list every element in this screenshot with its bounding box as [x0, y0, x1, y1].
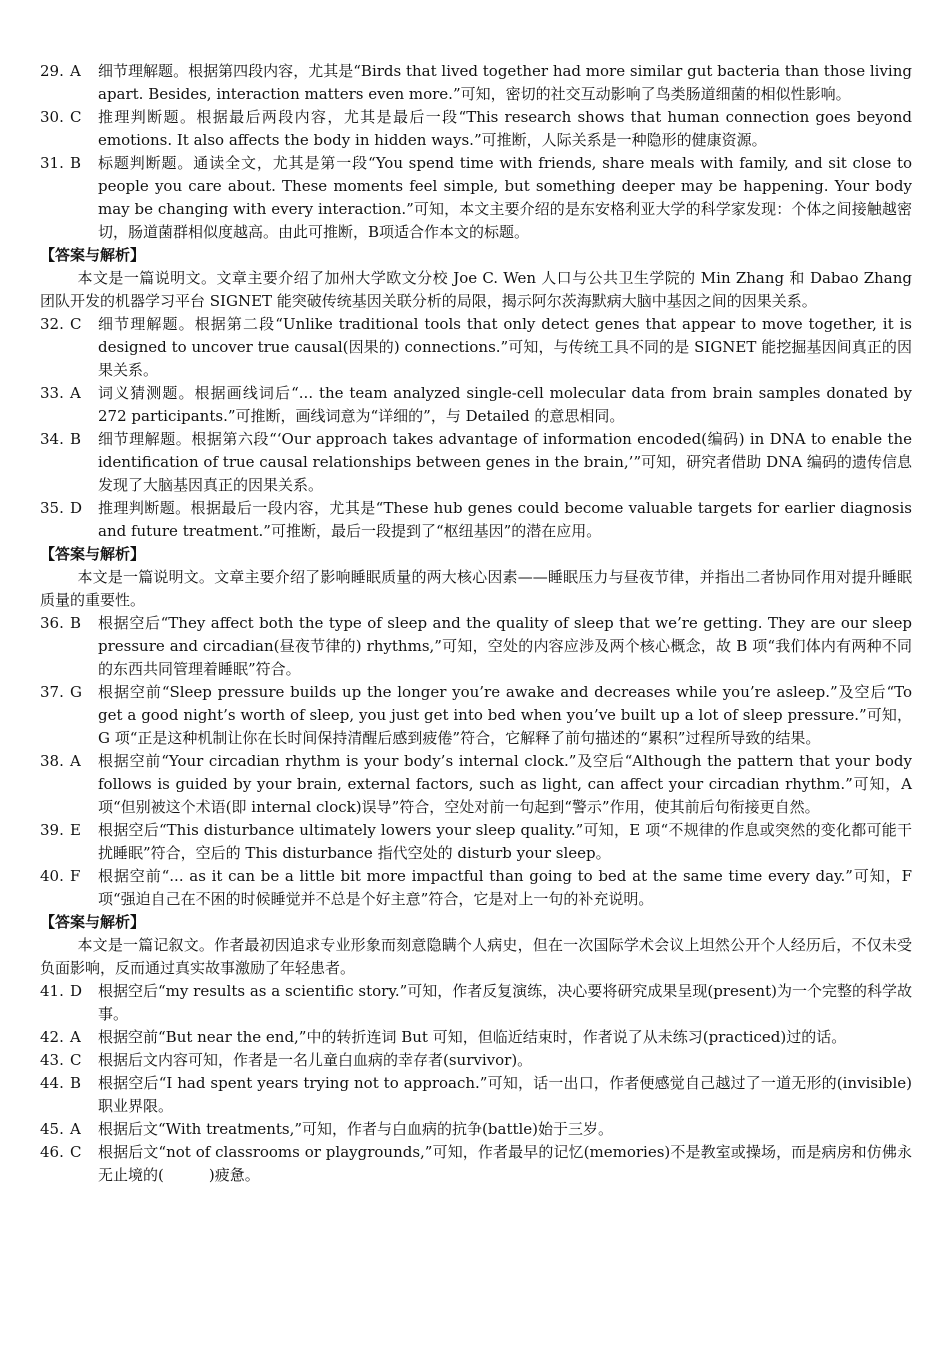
item-explanation: 细节理解题。根据第六段“‘Our approach takes advantage of information encoded(编码) in DNA to enable the identification of true causal relationships between genes in the brain,’”可知，研究者借助 DNA 编码的遗传信息发现了大脑基因真正的因果关系。 [98, 430, 912, 494]
item-number: 41. [40, 982, 64, 1000]
item-number: 37. [40, 683, 64, 701]
item-answer: E [70, 821, 81, 839]
item-46 [40, 1141, 912, 1187]
item-45 [40, 1118, 912, 1141]
item-44 [40, 1072, 912, 1118]
item-number: 32. [40, 315, 64, 333]
section-heading: 【答案与解析】 [40, 913, 146, 931]
item-number: 42. [40, 1028, 64, 1046]
item-number: 38. [40, 752, 64, 770]
item-explanation: 根据后文“not of classrooms or playgrounds,”可知，作者最早的记忆(memories)不是教室或操场，而是病房和仿佛永无止境的( )疲惫。 [98, 1143, 912, 1184]
item-number: 35. [40, 499, 64, 517]
item-answer: G [70, 683, 82, 701]
item-number: 36. [40, 614, 64, 632]
item-39 [40, 819, 912, 865]
item-answer: C [70, 108, 82, 126]
item-number: 33. [40, 384, 64, 402]
item-explanation: 根据空前“Sleep pressure builds up the longer you’re awake and decreases while you’re asleep.”及空后“To get a good night’s worth of sleep, you just get into bed when you’ve built up a lot of sleep pressure.”可知，G 项“正是这种机制让你在长时间保持清醒后感到疲倦”符合，它解释了前句描述的“累积”过程所导致的结果。 [98, 683, 912, 747]
item-41 [40, 980, 912, 1026]
item-explanation: 根据空后“They affect both the type of sleep and the quality of sleep that we’re getting. They are our sleep pressure and circadian(昼夜节律的) rhythms,”可知，空处的内容应涉及两个核心概念，故 B 项“我们体内有两种不同的东西共同管理着睡眠”符合。 [98, 614, 912, 678]
item-answer: A [70, 1120, 81, 1138]
section-heading: 【答案与解析】 [40, 545, 146, 563]
item-40 [40, 865, 912, 911]
item-36 [40, 612, 912, 681]
item-number: 40. [40, 867, 64, 885]
item-explanation: 根据后文“With treatments,”可知，作者与白血病的抗争(battle)始于三岁。 [98, 1120, 614, 1138]
item-explanation: 根据空前“Your circadian rhythm is your body’s internal clock.”及空后“Although the pattern that your body follows is guided by your brain, external factors, such as light, can affect your circadian rhythm.”可知，A 项“但别被这个术语(即 internal clock)误导”符合，空处对前一句起到“警示”作用，使其前后句衔接更自然。 [98, 752, 912, 816]
item-number: 30. [40, 108, 64, 126]
item-answer: B [70, 614, 82, 632]
item-explanation: 根据空前“... as it can be a little bit more impactful than going to bed at the same time every day.”可知，F 项“强迫自己在不困的时候睡觉并不总是个好主意”符合，它是对上一句的补充说明。 [98, 867, 912, 908]
item-answer: C [70, 1051, 82, 1069]
item-answer: B [70, 1074, 82, 1092]
item-number: 44. [40, 1074, 64, 1092]
item-32 [40, 313, 912, 382]
item-explanation: 标题判断题。通读全文，尤其是第一段“You spend time with friends, share meals with family, and sit close to people you care about. These moments feel simple, but something deeper may be happening. Your body may be changing with every interaction.”可知，本文主要介绍的是东安格利亚大学的科学家发现：个体之间接触越密切，肠道菌群相似度越高。由此可推断，B项适合作本文的标题。 [98, 154, 912, 241]
item-38 [40, 750, 912, 819]
item-answer: A [70, 384, 81, 402]
item-33 [40, 382, 912, 428]
item-answer: D [70, 499, 83, 517]
item-answer: F [70, 867, 81, 885]
item-34 [40, 428, 912, 497]
item-number: 45. [40, 1120, 64, 1138]
item-explanation: 推理判断题。根据最后一段内容，尤其是“These hub genes could become valuable targets for earlier diagnosis and future treatment.”可推断，最后一段提到了“枢纽基因”的潜在应用。 [98, 499, 912, 540]
item-explanation: 根据空后“This disturbance ultimately lowers your sleep quality.”可知，E 项“不规律的作息或突然的变化都可能干扰睡眠”符合，空后的 This disturbance 指代空处的 disturb your sleep。 [98, 821, 912, 862]
item-explanation: 根据空前“But near the end,”中的转折连词 But 可知，但临近结束时，作者说了从未练习(practiced)过的话。 [98, 1028, 847, 1046]
item-answer: A [70, 752, 81, 770]
item-37 [40, 681, 912, 750]
item-explanation: 词义猜测题。根据画线词后“... the team analyzed single-cell molecular data from brain samples donated by 272 participants.”可推断，画线词意为“详细的”，与 Detailed 的意思相同。 [98, 384, 912, 425]
item-number: 39. [40, 821, 64, 839]
item-number: 29. [40, 62, 64, 80]
item-43 [40, 1049, 912, 1072]
item-explanation: 根据空后“I had spent years trying not to approach.”可知，话一出口，作者便感觉自己越过了一道无形的(invisible)职业界限。 [98, 1074, 912, 1115]
item-explanation: 细节理解题。根据第二段“Unlike traditional tools that only detect genes that appear to move together, it is designed to uncover true causal(因果的) connections.”可知，与传统工具不同的是 SIGNET 能挖掘基因间真正的因果关系。 [98, 315, 912, 379]
item-answer: C [70, 1143, 82, 1161]
item-42 [40, 1026, 912, 1049]
item-explanation: 根据空后“my results as a scientific story.”可知，作者反复演练，决心要将研究成果呈现(present)为一个完整的科学故事。 [98, 982, 912, 1023]
item-number: 46. [40, 1143, 64, 1161]
section-intro: 本文是一篇说明文。文章主要介绍了影响睡眠质量的两大核心因素——睡眠压力与昼夜节律，并指出二者协同作用对提升睡眠质量的重要性。 [40, 568, 912, 609]
item-answer: B [70, 430, 82, 448]
item-number: 43. [40, 1051, 64, 1069]
item-answer: D [70, 982, 83, 1000]
item-35 [40, 497, 912, 543]
item-answer: B [70, 154, 82, 172]
item-explanation: 推理判断题。根据最后两段内容，尤其是最后一段“This research shows that human connection goes beyond emotions. It also affects the body in hidden ways.”可推断，人际关系是一种隐形的健康资源。 [98, 108, 912, 149]
item-explanation: 细节理解题。根据第四段内容，尤其是“Birds that lived together had more similar gut bacteria than those living apart. Besides, interaction matters even more.”可知，密切的社交互动影响了鸟类肠道细菌的相似性影响。 [98, 62, 912, 103]
item-answer: A [70, 1028, 81, 1046]
section-intro: 本文是一篇记叙文。作者最初因追求专业形象而刻意隐瞒个人病史，但在一次国际学术会议上坦然公开个人经历后，不仅未受负面影响，反而通过真实故事激励了年轻患者。 [40, 936, 912, 977]
item-answer: C [70, 315, 82, 333]
item-number: 34. [40, 430, 64, 448]
item-number: 31. [40, 154, 64, 172]
item-29 [40, 60, 912, 106]
item-answer: A [70, 62, 81, 80]
section-intro: 本文是一篇说明文。文章主要介绍了加州大学欧文分校 Joe C. Wen 人口与公共卫生学院的 Min Zhang 和 Dabao Zhang 团队开发的机器学习平台 SIGNET 能突破传统基因关联分析的局限，揭示阿尔茨海默病大脑中基因之间的因果关系。 [40, 269, 912, 310]
item-explanation: 根据后文内容可知，作者是一名儿童白血病的幸存者(survivor)。 [98, 1051, 533, 1069]
item-30 [40, 106, 912, 152]
item-31 [40, 152, 912, 244]
section-heading: 【答案与解析】 [40, 246, 146, 264]
